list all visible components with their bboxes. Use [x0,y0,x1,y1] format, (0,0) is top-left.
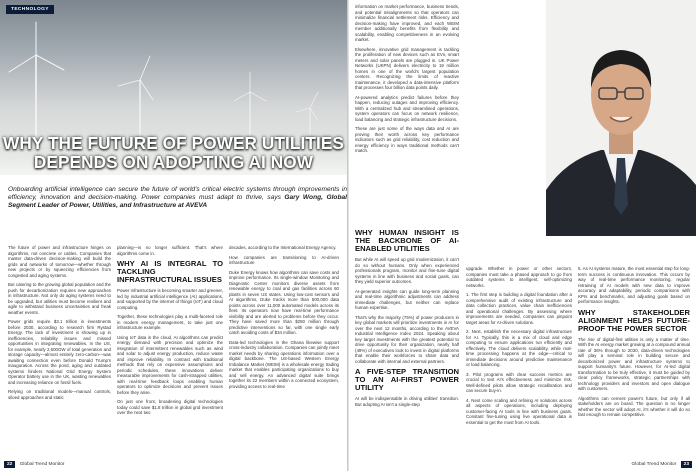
paragraph: AI will be indispensable in driving utilities' transition. But adopting AI isn't a single-step [355,396,459,407]
right-column-2 [466,266,572,429]
left-column-2 [117,245,223,420]
page-number: 22 [4,461,15,468]
numbered-step: 2. Next, establish the necessary digital infrastructure for AI. Typically, this is a mix of cloud and edge computing to ensure applications run efficiently and effectively. The cloud delivers scalability, while real-time processing happens at the edge—critical to immediate decisions around predictive maintenance or load balancing. [466,329,572,367]
paragraph: The future of power and infrastructure hinges on algorithms, not concrete or cables. Companies that master data-driven decision-making will build the grids and networks of tomorrow—whether through new projects or by squeezing efficiencies from congested and aging systems. [8,245,111,278]
right-footer [632,461,692,468]
paragraph: On just one front, broadening digital technologies today could save $1.8 trillion in global grid investment over the next two [117,399,223,415]
paragraph: decades, according to the International Energy Agency. [229,245,337,250]
right-column-1 [355,225,459,411]
section-heading: WHY HUMAN INSIGHT IS THE BACKBONE OF AI-ENABLED UTILITIES [355,228,459,253]
paragraph: planning—is no longer sufficient. That's where algorithms come in. [117,245,223,256]
numbered-step: 4. Next come scaling and refining AI solutions across all aspects of operations, including deploying customer-facing AI tools in line with business goals. Constant fine-tuning using live operational data is essential to get the most from AI tools. [466,397,572,425]
right-column-3 [578,266,690,422]
right-page [349,0,696,471]
section-heading: A FIVE-STEP TRANSITION TO AN AI-FIRST POWER UTILITY [355,367,459,392]
paragraph: Relying on traditional models—manual controls, siloed approaches and static [8,389,111,400]
left-column-1 [8,245,111,404]
article-standfirst [8,186,347,210]
paragraph: upgrade. Whether in power or other sectors, companies must take a phased approach to go from outdated systems to intelligent, self-optimizing networks. [466,266,572,288]
paragraph: Duke Energy knows how algorithms can save costs and improve performance. Its single-window Monitoring and Diagnostic Center monitors diverse assets from renewable energy to coal and gas facilities across 60 plants in seven US states. Using low-cost sensors and AI algorithms, Duke tracks more than 500,000 data points across over 11,000 automated models across its fleet. Its operators now have real-time performance visibility and are alerted to problems before they occur. They have saved more than $250 million through predictive interventions so far, with one single early catch avoiding costs of $34 million. [229,269,339,335]
paragraph: Elsewhere, innovative grid management is tackling the proliferation of new devices such as EVs, smart meters and solar panels are plugged in. UK Power Networks (UKPN) delivers electricity to 19 million homes in one of the world's largest population centers. Recognizing the limits of reactive maintenance, it developed a data-intensive platform that processes four billion data points daily. [355,46,459,90]
author-portrait [546,0,696,236]
section-tag: TECHNOLOGY [6,5,54,14]
right-column-1-top [355,4,459,158]
paragraph: Algorithms can cement power's future, but only if all stakeholders are on board. The question is no longer whether the sector will adopt AI, it's whether it will do so fast enough to remain competitive. [578,395,690,417]
publication-name: Global Trend Monitor [631,462,677,467]
paragraph: But while AI will speed up grid modernization, it can't do so without humans. Only when experienced professionals program, monitor and fine-tune digital systems in line with business and social goals, can they yield superior outcomes. [355,257,459,284]
publication-name: Global Trend Monitor [19,462,65,467]
page-number: 23 [681,461,692,468]
paragraph: Data-led technologies in the Ghana likewise support cross-industry collaboration. Companies can jointly meet market needs by sharing operations information over a digital backbone. The US-based Western Energy Imbalance Market (WEIM) is a wholesale energy trading market that enables participating organizations to buy and sell energy. An advanced digital suite brings together its 22 members within a connected ecosystem, providing access to real-time [229,339,339,389]
left-footer [4,461,64,468]
paragraph: Using IoT data in the cloud, AI algorithms can predict energy demand with precision and optimize the integration of intermittent renewables such as wind and solar to adjust energy production, reduce waste and improve reliability. In contrast with traditional methods that rely on expensive assumptions and periodic schedules, these innovations deliver measurable improvements for cash-strapped utilities, with real-time feedback loops enabling human operators to optimize decisions and prevent issues before they arise. [117,334,223,395]
paragraph: How companies are transitioning to AI-driven infrastructure [229,254,339,265]
article-headline: WHY THE FUTURE OF POWER UTILITIES DEPENDS ON ADOPTING AI NOW [3,133,344,172]
left-column-3 [229,245,339,393]
paragraph: Power grids require $3.1 trillion in investments before 2030, according to research firm Rystad Energy. The lack of investment is showing up in inefficiencies, reliability issues and missed opportunities in integrating renewables. In the US, for example, nearly 2,600GW of total generation and storage capacity—almost entirely zero-carbon—was awaiting connection even before Donald Trump's inauguration. Across the pond, aging and outdated systems hinders National Grid Energy System Operator battery use in the UK, wasting renewables and increasing reliance on fossil fuels. [8,319,111,385]
numbered-step: 3. Pilot programs with clear success metrics are crucial to test AI's effectiveness and minimize risk. Well-defined pilots allow strategic recalibration and can secure buy-in. [466,371,572,393]
paragraph: These are just some of the ways data and AI are proving their worth across key performance indicators such as grid reliability, cost reduction and energy efficiency in ways traditional methods can't match. [355,126,459,153]
paragraph: information on market performance, business trends, and potential misalignments so that operators can minimalize financial settlement risks. Efficiency and decision-making have improved, and each WEIM member additionally benefits from flexibility and scalability, enabling competitiveness in an evolving market. [355,4,459,42]
paragraph: That's why the majority (75%) of power producers in key global markets will prioritize investments in AI for over the next 12 months, according to the AVEVA Industrial Intelligence Index 2024. Speaking about key target investments with the greatest potential to drive opportunity for their organization, nearly half (49%) of executives look to invest in digital platforms that enable their workforces to share data and collaborate with internal and external partners. [355,314,459,364]
numbered-step: 5. As AI systems mature, the most essential step for long-term success is continuous innovation. This occurs by way of real-time performance monitoring, regular retraining of AI models with new data to improve accuracy and adaptability, periodic comparisons with KPIs and benchmarks, and adjusting goals based on performance insights. [578,266,690,304]
portrait-illustration [546,0,696,236]
paragraph: The rise of digital-first utilities is only a matter of time. With the AI energy market growing at a compound annual rate of 36% through to 2030, data-driven technologies will play a seminal role in building secure and decarbonized power and infrastructure systems to support humanity's future. However, for AI-led digital transformation to be truly effective, it must be guided by clear policy frameworks, strategic partnerships with technology providers and investors and open dialogue with customers. [578,336,690,391]
paragraph: Together, these technologies play a multi-faceted role in modern energy management, to take just one infrastructure example. [117,314,223,330]
author-credit: Gary Wong, Global Segment Leader of Power, Utilities, and Infrastructure at AVEVA [8,194,347,210]
paragraph: AI-powered analytics predict failures before they happen, reducing outages and improving efficiency. With a centralized hub and streamlined operations, system operators can focus on network resilience, load balancing and strategic infrastructure decisions. [355,94,459,122]
left-page [0,0,347,471]
standfirst-text: Onboarding artificial intelligence can secure the future of world's critical electric systems through improvements in efficiency, innovation and decision-making. Power companies must adapt to thrive, says [8,186,347,202]
paragraph: AI-generated insights can guide long-term planning and real-time algorithmic adjustments can address immediate challenges, but neither can replace human expertise. [355,288,459,310]
wind-turbine-photo [0,0,347,175]
section-heading: WHY AI IS INTEGRAL TO TACKLING INFRASTRUCTURAL ISSUES [117,259,223,284]
paragraph: But catering to the growing global population and the push for decarbonization requires new approaches in infrastructure. Not only do aging systems need to be upgraded, but utilities must become resilient and agile to withstand business uncertainties and freak weather events. [8,282,111,315]
paragraph: Power infrastructure is becoming smarter and greener, led by industrial artificial intelligence (AI) applications, and supported by the internet of things (IoT) and cloud computing. [117,288,223,310]
section-heading: WHY STAKEHOLDER ALIGNMENT HELPS FUTURE-PROOF THE POWER SECTOR [578,307,690,333]
numbered-step: 1. The first step is building a digital foundation after a comprehensive audit of existing infrastructure and data collection practices, value chain inefficiencies and operational challenges. By assessing where improvements are needed, companies can pinpoint target areas for AI-driven solutions. [466,292,572,325]
